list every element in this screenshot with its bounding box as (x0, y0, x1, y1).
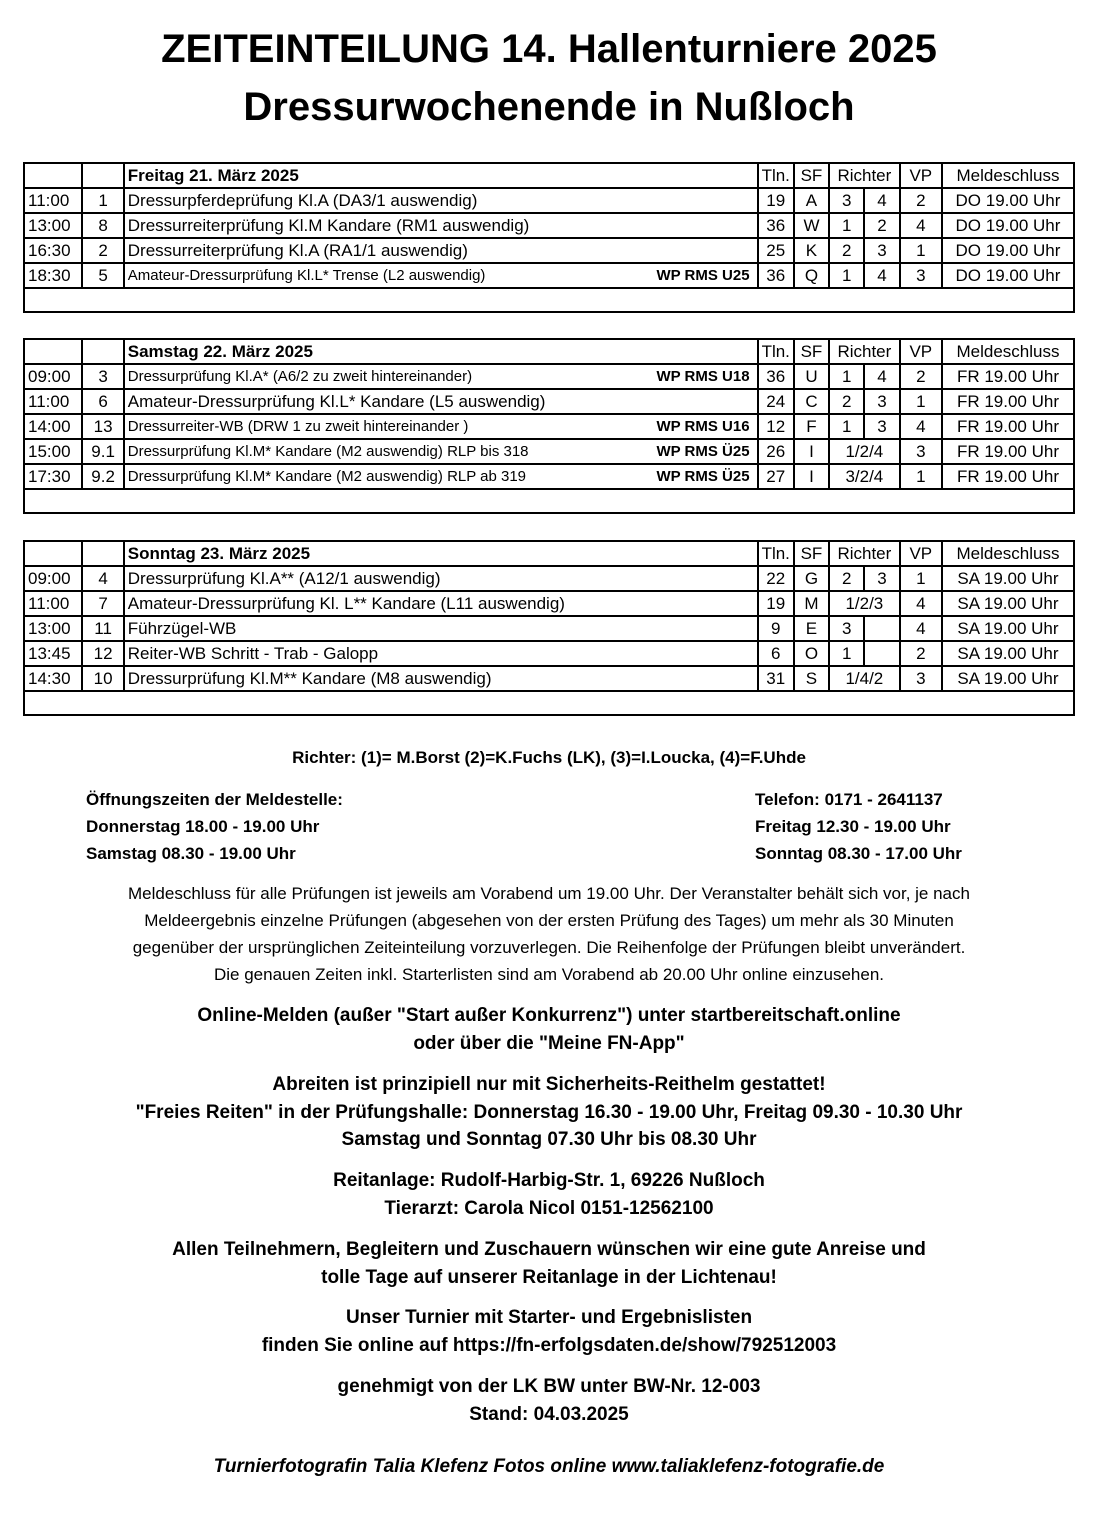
judge-1: 1 (829, 414, 864, 439)
judge-1: 2 (829, 238, 864, 263)
judges-combined: 1/2/3 (829, 591, 900, 616)
judge-2: 4 (864, 188, 899, 213)
judge-2: 3 (864, 414, 899, 439)
column-header-richter: Richter (829, 339, 900, 364)
competition-name: Dressurreiter-WB (DRW 1 zu zweit hintereinander ) (127, 417, 469, 435)
riding-line: "Freies Reiten" in der Prüfungshalle: Donnerstag 16.30 - 19.00 Uhr, Freitag 09.30 - 10.30 Uhr (135, 1101, 963, 1123)
sf-code: C (794, 389, 829, 414)
online-registration (40, 1002, 1058, 1057)
table-row (24, 439, 1074, 464)
start-time: 11:00 (24, 591, 82, 616)
competition-number: 6 (82, 389, 123, 414)
column-header-sf: SF (794, 163, 829, 188)
opening-hours-left (86, 786, 343, 867)
ranking-series-badge: WP RMS Ü25 (656, 467, 750, 485)
table-row (24, 641, 1074, 666)
start-time: 14:00 (24, 414, 82, 439)
competition-name-cell (124, 641, 758, 666)
entry-deadline: FR 19.00 Uhr (942, 414, 1074, 439)
judge-1: 2 (829, 389, 864, 414)
table-header-row (24, 541, 1074, 566)
ranking-series-badge: WP RMS U25 (656, 266, 750, 284)
judge-2: 3 (864, 389, 899, 414)
entry-deadline: SA 19.00 Uhr (942, 616, 1074, 641)
participant-count: 27 (758, 464, 794, 489)
judge-2 (864, 616, 899, 641)
start-time: 18:30 (24, 263, 82, 288)
participant-count: 6 (758, 641, 794, 666)
day-label: Samstag 22. März 2025 (124, 339, 758, 364)
entry-deadline: SA 19.00 Uhr (942, 666, 1074, 691)
start-time: 13:45 (24, 641, 82, 666)
sf-code: W (794, 213, 829, 238)
entry-deadline: SA 19.00 Uhr (942, 566, 1074, 591)
competition-name: Reiter-WB Schritt - Trab - Galopp (127, 643, 379, 663)
schedule-table-day (23, 540, 1075, 716)
vp-value: 1 (900, 464, 942, 489)
header-empty-cell (24, 163, 82, 188)
page-title: ZEITEINTEILUNG 14. Hallenturniere 2025 (161, 27, 937, 71)
judge-2: 2 (864, 213, 899, 238)
schedule-table-day (23, 162, 1075, 313)
judge-2: 3 (864, 566, 899, 591)
sf-code: Q (794, 263, 829, 288)
competition-number: 5 (82, 263, 123, 288)
competition-name: Dressurprüfung Kl.A** (A12/1 auswendig) (127, 568, 441, 588)
column-header-sf: SF (794, 339, 829, 364)
judge-1: 1 (829, 263, 864, 288)
column-header-tln: Tln. (758, 163, 794, 188)
wishes-line: Allen Teilnehmern, Begleitern und Zuschauern wünschen wir eine gute Anreise und (172, 1239, 926, 1260)
competition-name: Amateur-Dressurprüfung Kl.L* Kandare (L5 auswendig) (127, 391, 546, 411)
competition-name-cell (124, 566, 758, 591)
start-time: 13:00 (24, 616, 82, 641)
online-line: oder über die "Meine FN-App" (413, 1032, 685, 1054)
judge-2 (864, 641, 899, 666)
phone-number: Telefon: 0171 - 2641137 (755, 790, 943, 809)
notice-line: Die genauen Zeiten inkl. Starterlisten sind am Vorabend ab 20.00 Uhr online einzusehen. (213, 965, 885, 984)
vp-value: 4 (900, 591, 942, 616)
entry-deadline: FR 19.00 Uhr (942, 439, 1074, 464)
approval-info (40, 1373, 1058, 1428)
results-link: finden Sie online auf https://fn-erfolgsdaten.de/show/792512003 (261, 1334, 837, 1356)
judge-1: 1 (829, 641, 864, 666)
entry-deadline: SA 19.00 Uhr (942, 591, 1074, 616)
approval-line: genehmigt von der LK BW unter BW-Nr. 12-003 (337, 1376, 761, 1397)
sf-code: M (794, 591, 829, 616)
empty-cell (24, 288, 1074, 312)
vp-value: 3 (900, 439, 942, 464)
empty-row (24, 288, 1074, 312)
opening-hours-heading: Öffnungszeiten der Meldestelle: (86, 790, 343, 809)
notice-line: Meldeschluss für alle Prüfungen ist jeweils am Vorabend um 19.00 Uhr. Der Veranstalter behält sich vor, je nach (128, 884, 970, 903)
vet-contact: Tierarzt: Carola Nicol 0151-12562100 (384, 1197, 714, 1219)
entry-deadline: DO 19.00 Uhr (942, 238, 1074, 263)
vp-value: 3 (900, 666, 942, 691)
competition-name-cell (124, 439, 758, 464)
competition-name-cell (124, 616, 758, 641)
header-empty-cell (24, 339, 82, 364)
empty-row (24, 489, 1074, 513)
column-header-vp: VP (900, 339, 942, 364)
participant-count: 19 (758, 591, 794, 616)
participant-count: 19 (758, 188, 794, 213)
day-label: Sonntag 23. März 2025 (124, 541, 758, 566)
competition-number: 3 (82, 364, 123, 389)
competition-name-cell (124, 238, 758, 263)
wishes-line: tolle Tage auf unserer Reitanlage in der Lichtenau! (321, 1266, 777, 1288)
competition-name: Dressurprüfung Kl.M* Kandare (M2 auswendig) RLP ab 319 (127, 467, 527, 485)
judges-combined: 3/2/4 (829, 464, 900, 489)
column-header-meldeschluss: Meldeschluss (942, 541, 1074, 566)
table-row (24, 238, 1074, 263)
sf-code: U (794, 364, 829, 389)
competition-number: 11 (82, 616, 123, 641)
notice-paragraph (60, 880, 1038, 988)
table-row (24, 464, 1074, 489)
vp-value: 4 (900, 616, 942, 641)
notice-line: gegenüber der ursprünglichen Zeiteinteilung vorzuverlegen. Die Reihenfolge der Prüfungen bleibt unverändert. (132, 938, 966, 957)
competition-name-cell (124, 389, 758, 414)
vp-value: 2 (900, 641, 942, 666)
start-time: 14:30 (24, 666, 82, 691)
judge-1: 1 (829, 213, 864, 238)
competition-name: Dressurreiterprüfung Kl.A (RA1/1 auswendig) (127, 240, 468, 260)
competition-name: Amateur-Dressurprüfung Kl.L* Trense (L2 auswendig) (127, 266, 486, 284)
competition-name: Dressurprüfung Kl.M** Kandare (M8 auswendig) (127, 668, 492, 688)
competition-name: Dressurreiterprüfung Kl.M Kandare (RM1 auswendig) (127, 215, 530, 235)
judge-2: 4 (864, 364, 899, 389)
start-time: 16:30 (24, 238, 82, 263)
vp-value: 2 (900, 188, 942, 213)
sf-code: G (794, 566, 829, 591)
header-empty-cell (82, 163, 123, 188)
competition-name-cell (124, 666, 758, 691)
judge-2: 4 (864, 263, 899, 288)
competition-number: 9.1 (82, 439, 123, 464)
judge-1: 3 (829, 616, 864, 641)
riding-line: Samstag und Sonntag 07.30 Uhr bis 08.30 Uhr (341, 1129, 757, 1150)
opening-hours-friday: Freitag 12.30 - 19.00 Uhr (755, 817, 951, 836)
competition-number: 9.2 (82, 464, 123, 489)
table-row (24, 566, 1074, 591)
day-label: Freitag 21. März 2025 (124, 163, 758, 188)
sf-code: O (794, 641, 829, 666)
schedule-table-day (23, 338, 1075, 514)
competition-name-cell (124, 464, 758, 489)
sf-code: F (794, 414, 829, 439)
ranking-series-badge: WP RMS Ü25 (656, 442, 750, 460)
vp-value: 1 (900, 566, 942, 591)
participant-count: 36 (758, 364, 794, 389)
vp-value: 3 (900, 263, 942, 288)
table-row (24, 414, 1074, 439)
table-row (24, 263, 1074, 288)
sf-code: E (794, 616, 829, 641)
opening-hours-right (755, 786, 962, 867)
entry-deadline: FR 19.00 Uhr (942, 464, 1074, 489)
column-header-vp: VP (900, 541, 942, 566)
vp-value: 1 (900, 238, 942, 263)
competition-name: Amateur-Dressurprüfung Kl. L** Kandare (L11 auswendig) (127, 593, 565, 613)
entry-deadline: DO 19.00 Uhr (942, 188, 1074, 213)
column-header-vp: VP (900, 163, 942, 188)
vp-value: 1 (900, 389, 942, 414)
judges-combined: 1/4/2 (829, 666, 900, 691)
empty-cell (24, 489, 1074, 513)
page-subtitle: Dressurwochenende in Nußloch (243, 85, 855, 129)
sf-code: I (794, 439, 829, 464)
start-time: 11:00 (24, 389, 82, 414)
column-header-richter: Richter (829, 541, 900, 566)
competition-name: Dressurprüfung Kl.M* Kandare (M2 auswendig) RLP bis 318 (127, 442, 529, 460)
table-row (24, 591, 1074, 616)
competition-name: Dressurpferdeprüfung Kl.A (DA3/1 auswendig) (127, 190, 478, 210)
ranking-series-badge: WP RMS U16 (656, 417, 750, 435)
riding-line: Abreiten ist prinzipiell nur mit Sicherheits-Reithelm gestattet! (272, 1074, 826, 1095)
entry-deadline: FR 19.00 Uhr (942, 364, 1074, 389)
table-row (24, 666, 1074, 691)
entry-deadline: DO 19.00 Uhr (942, 263, 1074, 288)
competition-name-cell (124, 213, 758, 238)
competition-name-cell (124, 591, 758, 616)
header-empty-cell (82, 339, 123, 364)
start-time: 11:00 (24, 188, 82, 213)
column-header-tln: Tln. (758, 541, 794, 566)
competition-number: 8 (82, 213, 123, 238)
competition-number: 10 (82, 666, 123, 691)
start-time: 13:00 (24, 213, 82, 238)
opening-hours-saturday: Samstag 08.30 - 19.00 Uhr (86, 844, 296, 863)
competition-name-cell (124, 414, 758, 439)
entry-deadline: SA 19.00 Uhr (942, 641, 1074, 666)
sf-code: A (794, 188, 829, 213)
table-header-row (24, 163, 1074, 188)
participant-count: 31 (758, 666, 794, 691)
header-empty-cell (24, 541, 82, 566)
column-header-meldeschluss: Meldeschluss (942, 163, 1074, 188)
participant-count: 12 (758, 414, 794, 439)
start-time: 15:00 (24, 439, 82, 464)
participant-count: 36 (758, 213, 794, 238)
competition-name-cell (124, 364, 758, 389)
table-row (24, 188, 1074, 213)
competition-number: 7 (82, 591, 123, 616)
column-header-richter: Richter (829, 163, 900, 188)
competition-number: 1 (82, 188, 123, 213)
start-time: 17:30 (24, 464, 82, 489)
judges-legend: Richter: (1)= M.Borst (2)=K.Fuchs (LK), (3)=I.Loucka, (4)=F.Uhde (292, 748, 806, 767)
venue-info (40, 1167, 1058, 1222)
sf-code: I (794, 464, 829, 489)
table-row (24, 389, 1074, 414)
opening-hours-sunday: Sonntag 08.30 - 17.00 Uhr (755, 844, 962, 863)
vp-value: 4 (900, 414, 942, 439)
table-header-row (24, 339, 1074, 364)
start-time: 09:00 (24, 364, 82, 389)
empty-cell (24, 691, 1074, 715)
sf-code: K (794, 238, 829, 263)
table-row (24, 213, 1074, 238)
judges-combined: 1/2/4 (829, 439, 900, 464)
judge-1: 2 (829, 566, 864, 591)
start-time: 09:00 (24, 566, 82, 591)
results-info (40, 1304, 1058, 1359)
column-header-meldeschluss: Meldeschluss (942, 339, 1074, 364)
judge-2: 3 (864, 238, 899, 263)
competition-number: 12 (82, 641, 123, 666)
entry-deadline: FR 19.00 Uhr (942, 389, 1074, 414)
vp-value: 4 (900, 213, 942, 238)
results-line: Unser Turnier mit Starter- und Ergebnislisten (345, 1307, 753, 1328)
opening-hours-thursday: Donnerstag 18.00 - 19.00 Uhr (86, 817, 320, 836)
status-date: Stand: 04.03.2025 (469, 1403, 629, 1425)
empty-row (24, 691, 1074, 715)
competition-number: 4 (82, 566, 123, 591)
notice-line: Meldeergebnis einzelne Prüfungen (abgesehen von der ersten Prüfung des Tages) um mehr als 30 Minuten (144, 911, 954, 930)
competition-name-cell (124, 188, 758, 213)
participant-count: 26 (758, 439, 794, 464)
participant-count: 36 (758, 263, 794, 288)
riding-rules (40, 1071, 1058, 1154)
competition-name-cell (124, 263, 758, 288)
participant-count: 22 (758, 566, 794, 591)
participant-count: 24 (758, 389, 794, 414)
judge-1: 1 (829, 364, 864, 389)
competition-number: 2 (82, 238, 123, 263)
column-header-sf: SF (794, 541, 829, 566)
competition-number: 13 (82, 414, 123, 439)
competition-name: Dressurprüfung Kl.A* (A6/2 zu zweit hintereinander) (127, 367, 473, 385)
judge-1: 3 (829, 188, 864, 213)
sf-code: S (794, 666, 829, 691)
competition-name: Führzügel-WB (127, 618, 237, 638)
participant-count: 9 (758, 616, 794, 641)
header-empty-cell (82, 541, 123, 566)
entry-deadline: DO 19.00 Uhr (942, 213, 1074, 238)
vp-value: 2 (900, 364, 942, 389)
venue-address: Reitanlage: Rudolf-Harbig-Str. 1, 69226 Nußloch (333, 1170, 765, 1191)
photographer-footer: Turnierfotografin Talia Klefenz Fotos online www.taliaklefenz-fotografie.de (213, 1456, 885, 1477)
ranking-series-badge: WP RMS U18 (656, 367, 750, 385)
table-row (24, 364, 1074, 389)
online-line: Online-Melden (außer "Start außer Konkurrenz") unter startbereitschaft.online (197, 1005, 901, 1026)
participant-count: 25 (758, 238, 794, 263)
table-row (24, 616, 1074, 641)
column-header-tln: Tln. (758, 339, 794, 364)
wishes (40, 1236, 1058, 1291)
